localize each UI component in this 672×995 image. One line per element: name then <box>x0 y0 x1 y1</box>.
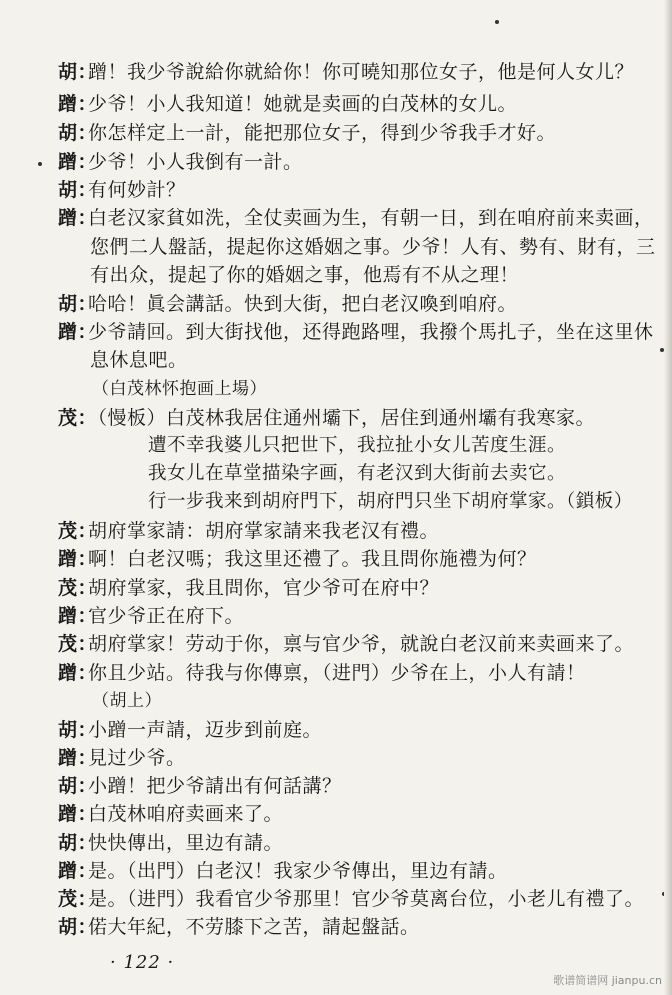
dialogue-line <box>58 206 654 230</box>
dialogue-line <box>58 519 439 543</box>
line-text: 胡府掌家請：胡府掌家請来我老汉有禮。 <box>88 520 440 542</box>
speaker-label: 蹭： <box>58 803 98 825</box>
speaker-label: 胡： <box>58 61 98 83</box>
speaker-label: 胡： <box>58 293 98 315</box>
dialogue-line <box>58 831 283 855</box>
line-text: 小蹭！把少爷請出有何話講？ <box>88 775 342 797</box>
dialogue-line <box>58 121 556 145</box>
dialogue-line <box>58 802 283 826</box>
speaker-label: 蹭： <box>58 747 98 769</box>
dialogue-line <box>58 320 654 344</box>
line-text: 息休息吧。 <box>90 349 188 371</box>
line-text: 你且少站。待我与你傳禀，（进門）少爷在上，小人有請！ <box>88 662 586 684</box>
line-text: 少爷！小人我知道！她就是卖画的白茂林的女儿。 <box>88 93 518 115</box>
dialogue-line <box>58 859 508 883</box>
speaker-label: 茂： <box>58 888 98 910</box>
speaker-label: 蹭： <box>58 321 98 343</box>
line-text: 我女儿在草堂描染字画，有老汉到大街前去卖它。 <box>148 463 567 484</box>
dialogue-line <box>58 746 186 770</box>
dialogue-line <box>58 547 537 571</box>
line-text: 快快傳出，里边有請。 <box>88 832 284 854</box>
line-text: 行一步我来到胡府門下，胡府門只坐下胡府掌家。（鎖板） <box>148 491 633 512</box>
speaker-label: 蹭： <box>58 93 98 115</box>
dialogue-line <box>58 661 586 685</box>
speaker-label: 茂： <box>58 407 98 429</box>
dialogue-line <box>58 92 517 116</box>
line-text: 少爷！小人我倒有一計。 <box>88 151 303 173</box>
line-text: 有出众，提起了你的婚姻之事，他焉有不从之理！ <box>90 264 520 286</box>
speaker-label: 胡： <box>58 916 98 938</box>
line-text: 有何妙計？ <box>88 179 186 201</box>
line-text: 你怎样定上一計，能把那位女子，得到少爷我手才好。 <box>88 122 557 144</box>
dialogue-line <box>58 60 634 84</box>
line-text: 胡府掌家，我且問你，官少爷可在府中？ <box>88 577 440 599</box>
dialogue-line <box>58 774 342 798</box>
line-text: 您們二人盤話，提起你这婚姻之事。少爷！人有、勢有、財有，三 <box>90 236 656 258</box>
dialogue-line <box>58 576 439 600</box>
dialogue-continuation <box>90 348 188 372</box>
speaker-label: 蹭： <box>58 151 98 173</box>
speaker-label: 茂： <box>58 520 98 542</box>
line-text: 官少爷正在府下。 <box>88 605 245 627</box>
verse-line <box>148 434 566 458</box>
page-edge-shadow <box>664 0 672 995</box>
speaker-label: 胡： <box>58 775 98 797</box>
line-text: 是。（进門）我看官少爷那里！官少爷莫离台位，小老儿有禮了。 <box>88 888 645 910</box>
line-text: 蹭！我少爷說給你就給你！你可曉知那位女子，他是何人女儿？ <box>88 61 635 83</box>
speaker-label: 胡： <box>58 122 98 144</box>
page-number: · 122 · <box>110 952 175 973</box>
stage-direction <box>92 689 162 713</box>
dialogue-line <box>58 150 303 174</box>
line-text: （白茂林怀抱画上場） <box>92 379 267 399</box>
dialogue-line <box>58 887 644 911</box>
speaker-label: 茂： <box>58 633 98 655</box>
line-text: 胡府掌家！劳动于你，禀与官少爷，就說白老汉前来卖画来了。 <box>88 633 635 655</box>
speaker-label: 茂： <box>58 577 98 599</box>
print-speck <box>495 20 499 24</box>
line-text: 見过少爷。 <box>88 747 186 769</box>
speaker-label: 胡： <box>58 179 98 201</box>
site-watermark: 歌谱简谱网 jianpu.cn <box>553 974 662 987</box>
line-text: 白茂林咱府卖画来了。 <box>88 803 284 825</box>
dialogue-line <box>58 292 517 316</box>
dialogue-line <box>58 632 634 656</box>
speaker-label: 蹭： <box>58 662 98 684</box>
dialogue-line <box>58 406 595 430</box>
speaker-label: 蹭： <box>58 548 98 570</box>
speaker-label: 蹭： <box>58 207 98 229</box>
dialogue-line <box>58 718 322 742</box>
line-text: 是。（出門）白老汉！我家少爷傳出，里边有請。 <box>88 860 508 882</box>
line-text: 小蹭一声請，迈步到前庭。 <box>88 719 323 741</box>
line-text: （慢板）白茂林我居住通州壩下，居住到通州壩有我寒家。 <box>88 407 596 429</box>
verse-line <box>148 462 566 486</box>
dialogue-continuation <box>90 263 519 287</box>
speaker-label: 蹭： <box>58 860 98 882</box>
line-text: 偌大年紀，不劳膝下之苦，請起盤話。 <box>88 916 420 938</box>
speaker-label: 胡： <box>58 719 98 741</box>
line-text: 啊！白老汉嗎；我这里还禮了。我且問你施禮为何？ <box>88 548 537 570</box>
dialogue-continuation <box>90 235 656 259</box>
speaker-label: 胡： <box>58 832 98 854</box>
speaker-label: 蹭： <box>58 605 98 627</box>
dialogue-line <box>58 915 420 939</box>
dialogue-line <box>58 178 186 202</box>
dialogue-line <box>58 604 244 628</box>
print-speck <box>38 162 42 166</box>
verse-line <box>148 490 633 514</box>
line-text: （胡上） <box>92 691 162 711</box>
line-text: 白老汉家貧如洗，全仗卖画为生，有朝一日，到在咱府前来卖画， <box>88 207 654 229</box>
line-text: 哈哈！眞会講話。快到大街，把白老汉喚到咱府。 <box>88 293 518 315</box>
stage-direction <box>92 377 267 401</box>
line-text: 少爷請回。到大街找他，还得跑路哩，我撥个馬扎子，坐在这里休 <box>88 321 654 343</box>
line-text: 遭不幸我婆儿只把世下，我拉扯小女儿苦度生涯。 <box>148 435 567 456</box>
